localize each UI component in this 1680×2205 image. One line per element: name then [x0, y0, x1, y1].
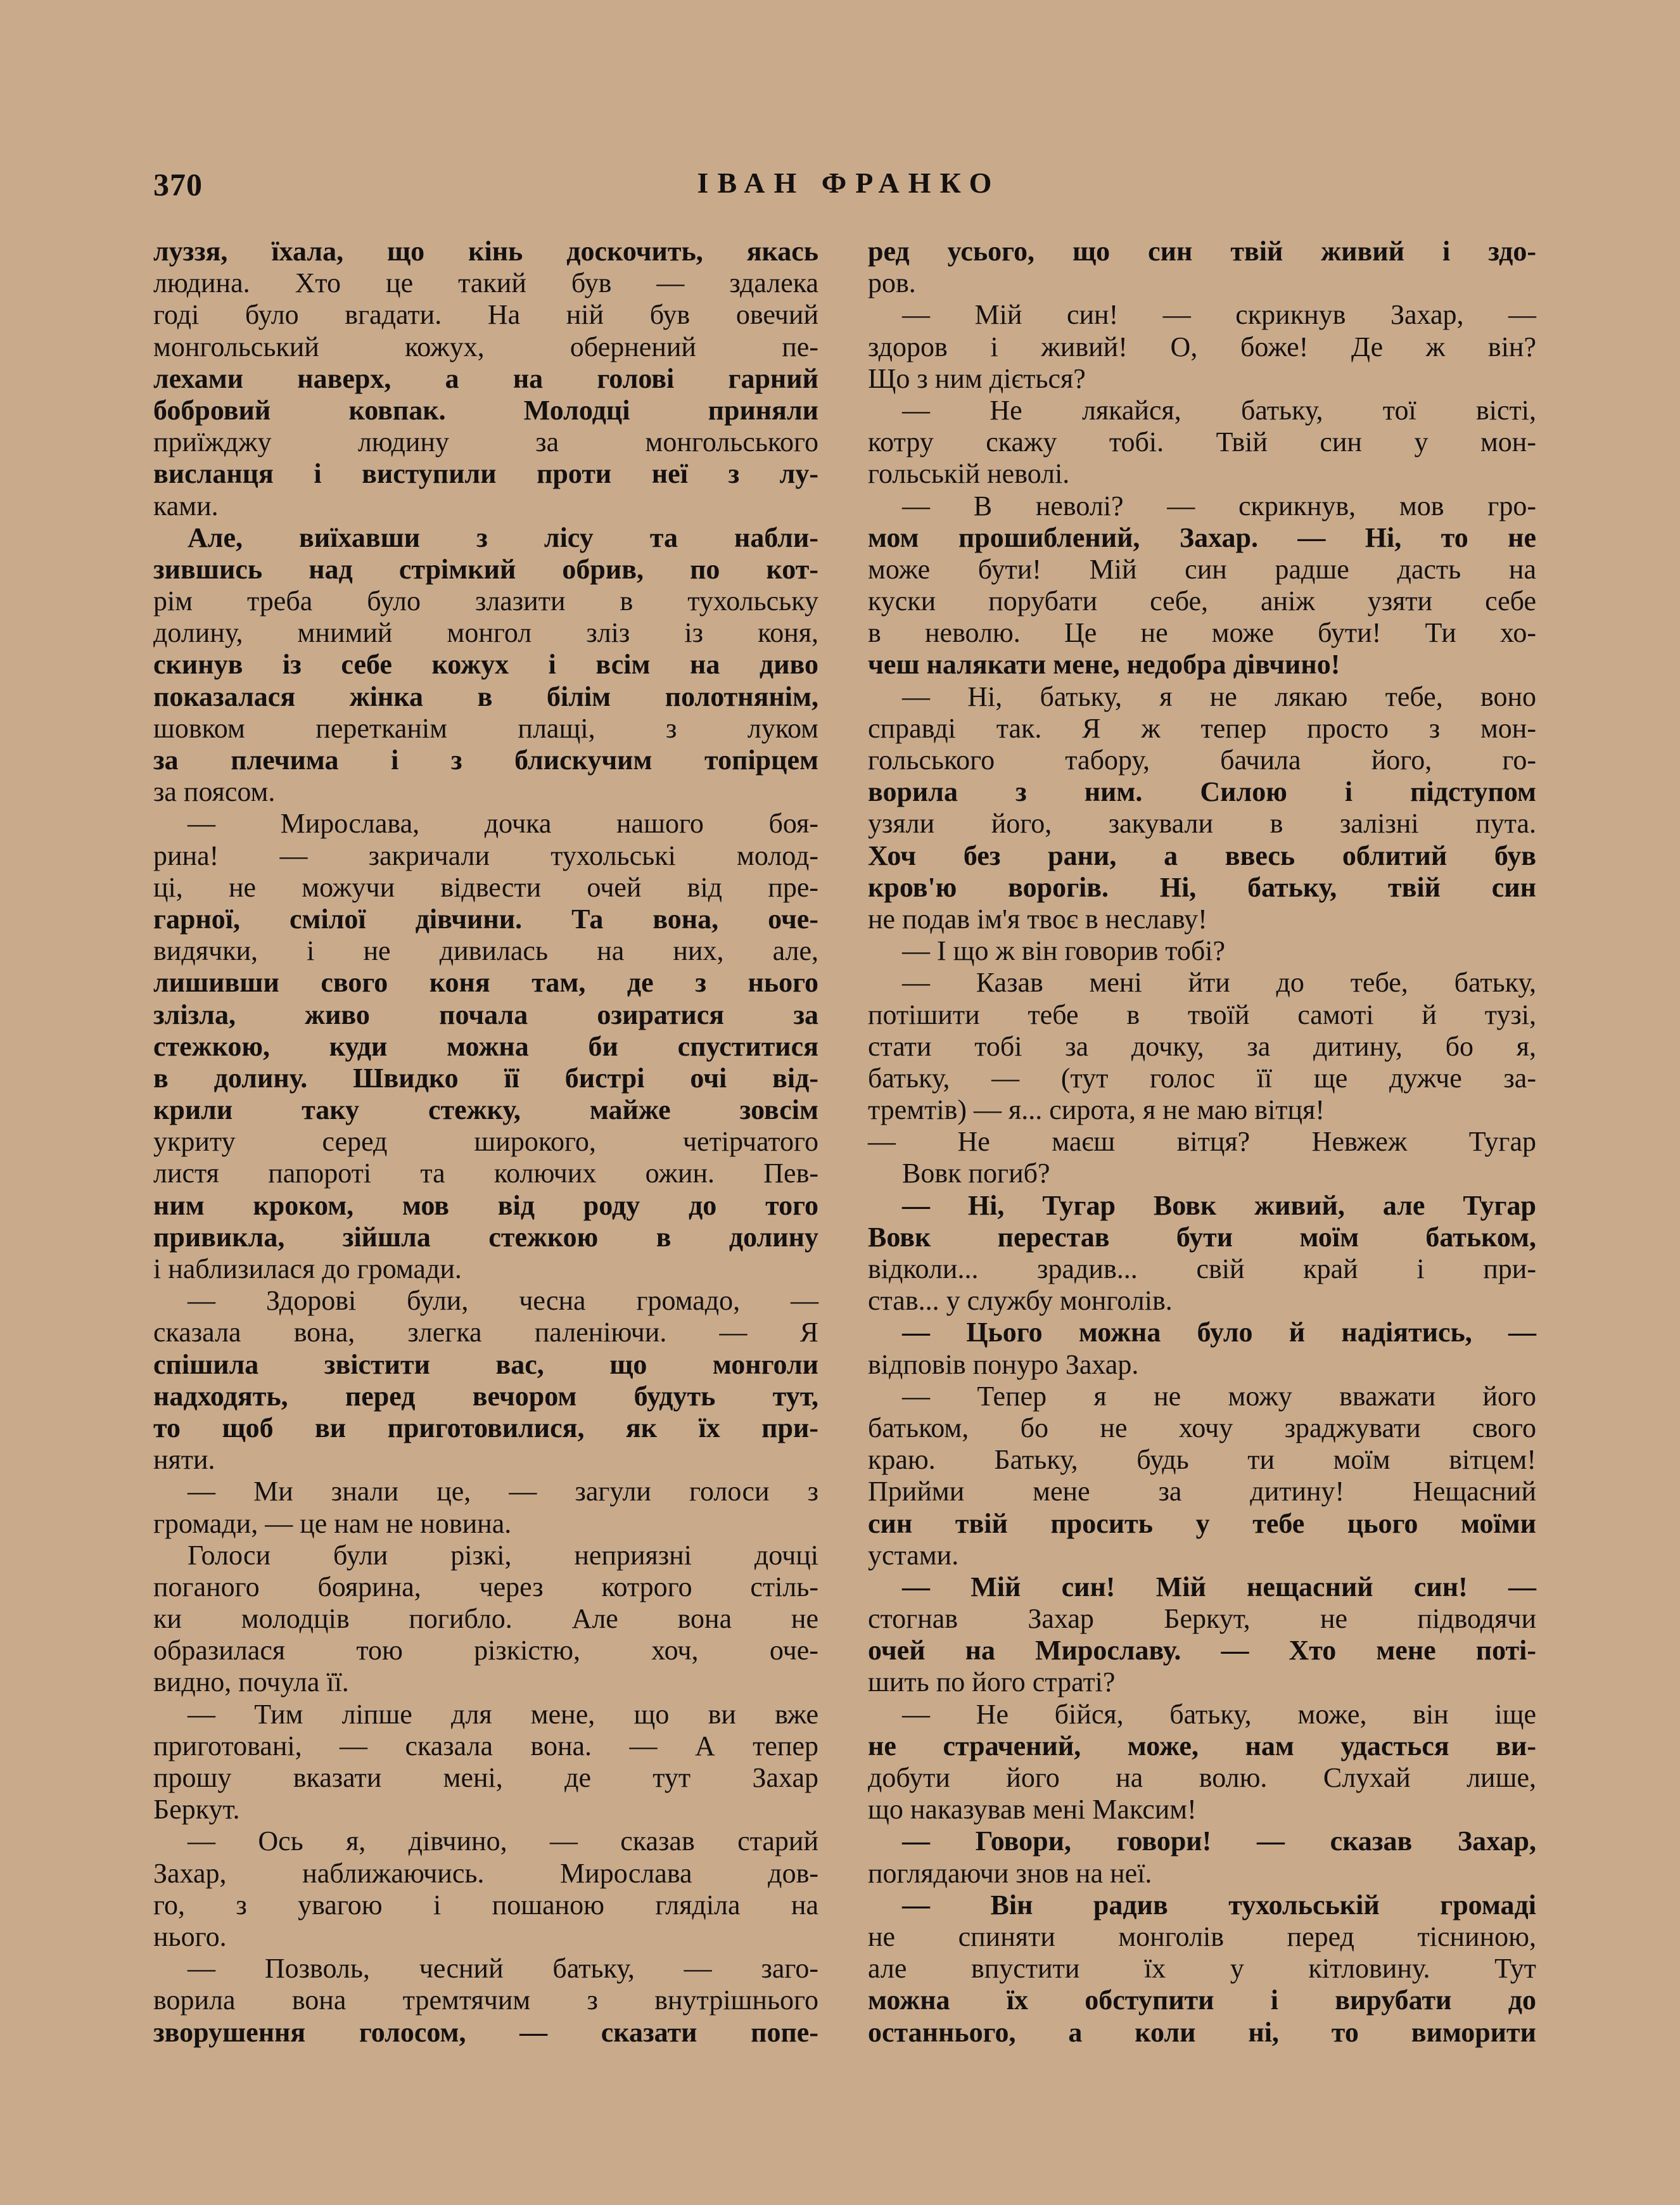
text-line: громади, — це нам не новина.	[153, 1507, 512, 1539]
text-line: — Тепер я не можу вважати його	[902, 1380, 1536, 1412]
text-line: Прийми мене за дитину! Нещасний	[868, 1476, 1536, 1507]
text-line: ки молодців погибло. Але вона не	[153, 1603, 818, 1635]
text-line: ред усього, що син твій живий і здо-	[868, 236, 1536, 267]
text-line: — Здорові були, чесна громадо, —	[188, 1285, 818, 1317]
text-line: — Мій син! — скрикнув Захар, —	[902, 299, 1536, 331]
text-line: — Не бійся, батьку, може, він іще	[902, 1698, 1536, 1730]
text-line: узяли його, закували в залізні пута.	[868, 808, 1536, 840]
text-line: куски порубати себе, аніж узяти себе	[868, 585, 1536, 617]
text-line: няти.	[153, 1444, 215, 1476]
left-column	[153, 236, 818, 2048]
text-line: — Ні, Тугар Вовк живий, але Тугар	[902, 1189, 1536, 1221]
text-line: нього.	[153, 1921, 227, 1952]
text-line: бобровий ковпак. Молодці приняли	[153, 394, 818, 426]
text-line: — Позволь, чесний батьку, — заго-	[188, 1953, 818, 1984]
text-line: листя папороті та колючих ожин. Пев-	[153, 1158, 818, 1189]
text-line: — В неволі? — скрикнув, мов гро-	[902, 490, 1536, 521]
text-line: висланця і виступили проти неї з лу-	[153, 458, 818, 490]
text-line: можна їх обступити і вирубати до	[868, 1984, 1536, 2016]
text-line: приїжджу людину за монгольського	[153, 426, 818, 458]
text-line: справді так. Я ж тепер просто з мон-	[868, 712, 1536, 744]
text-line: за плечима і з блискучим топірцем	[153, 745, 818, 776]
text-line: ворила вона тремтячим з внутрішнього	[153, 1984, 818, 2016]
text-line: видно, почула її.	[153, 1666, 349, 1698]
text-line: Голоси були різкі, неприязні дочці	[188, 1539, 818, 1571]
text-line: батьку, — (тут голос її ще дужче за-	[868, 1062, 1536, 1094]
text-line: привикла, зійшла стежкою в долину	[153, 1221, 818, 1253]
text-line: зворушення голосом, — сказати попе-	[153, 2016, 818, 2048]
running-title: ІВАН ФРАНКО	[697, 167, 1001, 199]
text-line: стати тобі за дочку, за дитину, бо я,	[868, 1030, 1536, 1062]
text-line: крили таку стежку, майже зовсім	[153, 1094, 818, 1126]
text-line: Хоч без рани, а ввесь облитий був	[868, 840, 1536, 871]
text-line: Вовк погиб?	[902, 1158, 1050, 1189]
text-line: останнього, а коли ні, то виморити	[868, 2016, 1536, 2048]
text-line: шовком перетканім плащі, з луком	[153, 712, 818, 744]
text-line: спішила звістити вас, що монголи	[153, 1348, 818, 1380]
text-line: — Мій син! Мій нещасний син! —	[902, 1571, 1536, 1602]
text-line: рина! — закричали тухольські молод-	[153, 840, 818, 871]
text-line: людина. Хто це такий був — здалека	[153, 267, 818, 299]
text-line: в долину. Швидко її бистрі очі від-	[153, 1062, 818, 1094]
text-line: ворила з ним. Силою і підступом	[868, 776, 1536, 808]
text-line: Беркут.	[153, 1794, 240, 1825]
text-line: не страчений, може, нам удасться ви-	[868, 1730, 1536, 1761]
text-line: скинув із себе кожух і всім на диво	[153, 649, 818, 681]
text-line: став... у службу монголів.	[868, 1285, 1173, 1317]
text-line: долину, мнимий монгол зліз із коня,	[153, 617, 818, 649]
text-line: відколи... зрадив... свій край і при-	[868, 1253, 1536, 1284]
text-line: кров'ю ворогів. Ні, батьку, твій син	[868, 871, 1536, 903]
text-line: котру скажу тобі. Твій син у мон-	[868, 426, 1536, 458]
text-line: ці, не можучи відвести очей від пре-	[153, 871, 818, 903]
text-line: видячки, і не дивилась на них, але,	[153, 935, 818, 967]
text-line: ров.	[868, 267, 916, 299]
text-line: — Казав мені йти до тебе, батьку,	[902, 967, 1536, 999]
text-line: — Цього можна було й надіятись, —	[902, 1317, 1536, 1348]
text-line: — Ми знали це, — загули голоси з	[188, 1476, 818, 1507]
text-line: мом прошиблений, Захар. — Ні, то не	[868, 521, 1536, 553]
page-number: 370	[153, 167, 203, 202]
text-line: тремтів) — я... сирота, я не маю вітця!	[868, 1094, 1325, 1126]
text-line: укриту серед широкого, четірчатого	[153, 1126, 818, 1158]
text-line: шить по його страті?	[868, 1666, 1116, 1698]
text-line: приготовані, — сказала вона. — А тепер	[153, 1730, 818, 1761]
text-line: потішити тебе в твоїй самоті й тузі,	[868, 999, 1536, 1030]
text-line: Але, виїхавши з лісу та набли-	[188, 521, 818, 553]
text-line: поганого боярина, через котрого стіль-	[153, 1571, 818, 1602]
text-line: син твій просить у тебе цього моїми	[868, 1507, 1536, 1539]
text-line: лехами наверх, а на голові гарний	[153, 362, 818, 394]
text-line: очей на Мирославу. — Хто мене поті-	[868, 1635, 1536, 1666]
text-line: — Він радив тухольській громаді	[902, 1889, 1536, 1921]
text-line: не спиняти монголів перед тісниною,	[868, 1921, 1536, 1952]
text-line: Вовк перестав бути моїм батьком,	[868, 1221, 1536, 1253]
text-line: відповів понуро Захар.	[868, 1348, 1139, 1380]
text-line: ками.	[153, 490, 219, 521]
text-line: монгольський кожух, обернений пе-	[153, 331, 818, 362]
text-line: гарної, смілої дівчини. Та вона, оче-	[153, 903, 818, 935]
text-line: годі було вгадати. На ній був овечий	[153, 299, 818, 331]
text-line: добути його на волю. Слухай лише,	[868, 1762, 1536, 1793]
text-line: сказала вона, злегка паленіючи. — Я	[153, 1317, 818, 1348]
text-line: образилася тою різкістю, хоч, оче-	[153, 1635, 818, 1666]
text-line: злізла, живо почала озиратися за	[153, 999, 818, 1030]
right-column	[868, 236, 1536, 2048]
text-line: — Ні, батьку, я не лякаю тебе, воно	[902, 681, 1536, 712]
page-header	[152, 166, 1546, 204]
text-line: краю. Батьку, будь ти моїм вітцем!	[868, 1444, 1536, 1476]
text-line: — І що ж він говорив тобі?	[902, 935, 1226, 967]
text-line: що наказував мені Максим!	[868, 1794, 1197, 1825]
text-line: ним кроком, мов від роду до того	[153, 1189, 818, 1221]
text-line: але впустити їх у кітловину. Тут	[868, 1953, 1536, 1984]
text-line: надходять, перед вечором будуть тут,	[153, 1380, 818, 1412]
text-line: показалася жінка в білім полотнянім,	[153, 681, 818, 712]
text-line: прошу вказати мені, де тут Захар	[153, 1762, 818, 1793]
text-line: — Мирослава, дочка нашого боя-	[188, 808, 818, 840]
text-line: не подав ім'я твоє в неславу!	[868, 903, 1207, 935]
text-line: лишивши свого коня там, де з нього	[153, 967, 818, 999]
text-line: — Говори, говори! — сказав Захар,	[902, 1825, 1536, 1857]
text-line: поглядаючи знов на неї.	[868, 1857, 1152, 1889]
text-line: і наблизилася до громади.	[153, 1253, 462, 1284]
text-line: — Тим ліпше для мене, що ви вже	[188, 1698, 818, 1730]
text-line: — Ось я, дівчино, — сказав старий	[188, 1825, 818, 1857]
text-line: Що з ним діється?	[868, 362, 1086, 394]
text-line: — Не маєш вітця? Невжеж Тугар	[868, 1126, 1536, 1158]
text-line: устами.	[868, 1539, 959, 1571]
text-line: зившись над стрімкий обрив, по кот-	[153, 553, 818, 585]
text-line: го, з увагою і пошаною гляділа на	[153, 1889, 818, 1921]
text-line: рім треба було злазити в тухольську	[153, 585, 818, 617]
text-line: гольській неволі.	[868, 458, 1070, 490]
text-line: стежкою, куди можна би спуститися	[153, 1030, 818, 1062]
text-line: стогнав Захар Беркут, не підводячи	[868, 1603, 1536, 1635]
text-line: — Не лякайся, батьку, тої вісті,	[902, 394, 1536, 426]
text-line: чеш налякати мене, недобра дівчино!	[868, 649, 1340, 681]
text-line: луззя, їхала, що кінь доскочить, якась	[153, 236, 818, 267]
text-line: в неволю. Це не може бути! Ти хо-	[868, 617, 1536, 649]
text-line: гольського табору, бачила його, го-	[868, 745, 1536, 776]
text-line: Захар, наближаючись. Мирослава дов-	[153, 1857, 818, 1889]
text-line: то щоб ви приготовилися, як їх при-	[153, 1412, 818, 1443]
text-line: батьком, бо не хочу зраджувати свого	[868, 1412, 1536, 1443]
text-line: може бути! Мій син радше дасть на	[868, 553, 1536, 585]
text-line: здоров і живий! О, боже! Де ж він?	[868, 331, 1536, 362]
text-line: за поясом.	[153, 776, 276, 808]
